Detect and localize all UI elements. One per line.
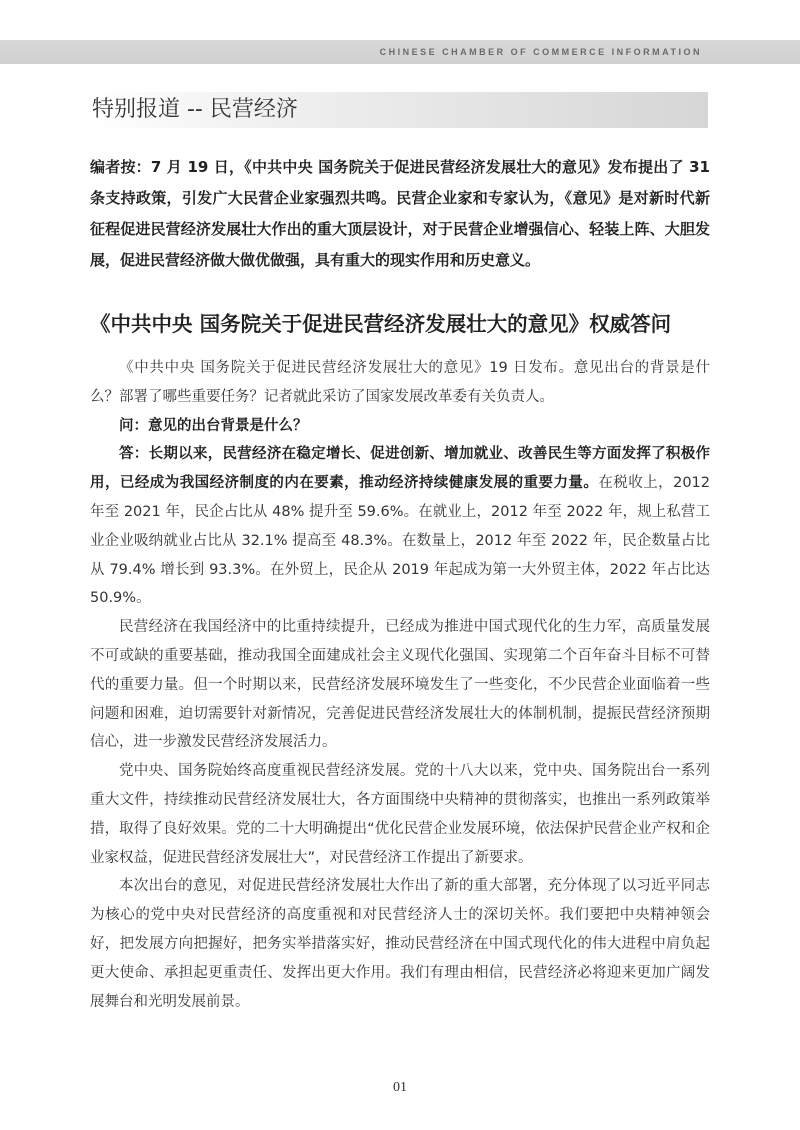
intro-paragraph: 《中共中央 国务院关于促进民营经济发展壮大的意见》19 日发布。意见出台的背景是什么？部署了哪些重要任务？记者就此采访了国家发展改革委有关负责人。 [90,360,710,405]
publication-name: CHINESE CHAMBER OF COMMERCE INFORMATION [379,47,702,57]
section-title: 特别报道 -- 民营经济 [92,97,298,122]
page-number: 01 [393,1080,407,1095]
paragraph-2: 民营经济在我国经济中的比重持续提升，已经成为推进中国式现代化的生力军，高质量发展不可或缺的重要基础，推动我国全面建成社会主义现代化强国、实现第二个百年奋斗目标不可替代的重要力量。但一个时期以来，民营经济发展环境发生了一些变化，不少民营企业面临着一些问题和困难，迫切需要针对新情况，完善促进民营经济发展壮大的体制机制，提振民营经济预期信心，进一步激发民营经济发展活力。 [90,619,710,751]
question-paragraph: 问：意见的出台背景是什么？ [119,417,308,434]
header-band [0,40,800,64]
article-title: 《中共中央 国务院关于促进民营经济发展壮大的意见》权威答问 [90,312,672,336]
paragraph-3: 党中央、国务院始终高度重视民营经济发展。党的十八大以来，党中央、国务院出台一系列重大文件，持续推动民营经济发展壮大，各方面围绕中央精神的贯彻落实，也推出一系列政策举措，取得了良好效果。党的二十大明确提出“优化民营企业发展环境，依法保护民营企业产权和企业家权益，促进民营经济发展壮大”，对民营经济工作提出了新要求。 [90,763,710,866]
article-body [90,354,710,1016]
editor-note: 编者按：7 月 19 日，《中共中央 国务院关于促进民营经济发展壮大的意见》发布提出了 31 条支持政策，引发广大民营企业家强烈共鸣。民营企业家和专家认为，《意见》是对新时代新征程促进民营经济发展壮大作出的重大顶层设计，对于民营企业增强信心、轻装上阵、大胆发展，促进民营经济做大做优做强，具有重大的现实作用和历史意义。 [90,158,710,269]
paragraph-4: 本次出台的意见，对促进民营经济发展壮大作出了新的重大部署，充分体现了以习近平同志为核心的党中央对民营经济的高度重视和对民营经济人士的深切关怀。我们要把中央精神领会好，把发展方向把握好，把务实举措落实好，推动民营经济在中国式现代化的伟大进程中肩负起更大使命、承担起更重责任、发挥出更大作用。我们有理由相信，民营经济必将迎来更加广阔发展舞台和光明发展前景。 [90,878,710,1010]
answer-paragraph [90,440,710,613]
answer-lead: 答：长期以来，民营经济在稳定增长、促进创新、增加就业、改善民生等方面发挥了积极作用，已经成为我国经济制度的内在要素，推动经济持续健康发展的重要力量。 [90,446,710,492]
section-header [90,92,708,128]
answer-body: 在税收上，2012 年至 2021 年，民企占比从 48% 提升至 59.6%。在就业上，2012 年至 2022 年，规上私营工业企业吸纳就业占比从 32.1% 提高至 48.3%。在数量上，2012 年至 2022 年，民企数量占比从 79.4% 增长到 93.3%。在外贸上，民企从 2019 年起成为第一大外贸主体，2022 年占比达 50.9%。 [90,475,711,607]
